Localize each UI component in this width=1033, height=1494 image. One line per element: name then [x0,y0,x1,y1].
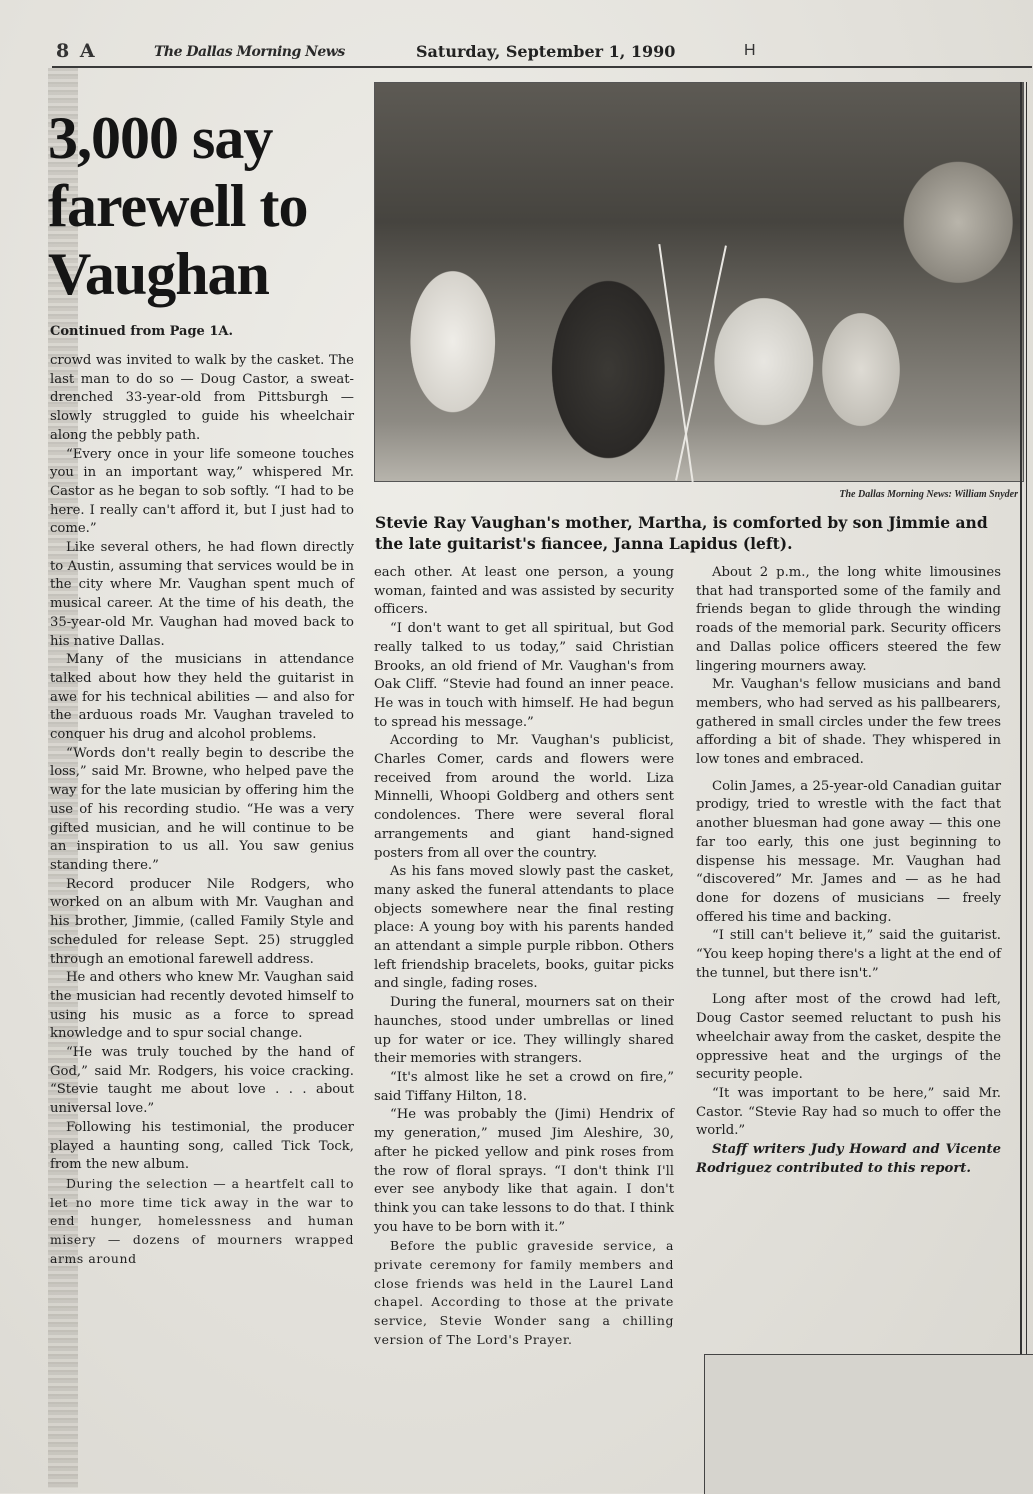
paragraph: Many of the musicians in attendance talked about how they held the guitarist in awe for his technical abilities — and also for the arduous roads Mr. Vaughan traveled to conquer his drug and alcohol problems. [50,652,354,743]
photo-caption: Stevie Ray Vaughan's mother, Martha, is comforted by son Jimmie and the late guitarist's fiancee, Janna Lapidus (left). [375,513,988,553]
paper-name: The Dallas Morning News [154,44,345,60]
contributor-note: Staff writers Judy Howard and Vicente Rodriguez contributed to this report. [696,1142,1001,1176]
paragraph: Colin James, a 25-year-old Canadian guitar prodigy, tried to wrestle with the fact that another bluesman had gone away — this one far too early, this one just beginning to dispense his message. Mr. Vaughan had “discovered” Mr. James and — as he had done for dozens of musicians — freely offered his time and backing. [696,778,1001,925]
column-rule [1020,82,1022,1354]
paragraph: “Every once in your life someone touches you in an important way,” whispered Mr. Castor as he began to sob softly. “I had to be here. I really can't afford it, but I just had to come.” [50,446,354,537]
paragraph: each other. At least one person, a young woman, fainted and was assisted by security officers. [374,565,674,618]
paragraph: Like several others, he had flown directly to Austin, assuming that services would be in the city where Mr. Vaughan spent much of musical career. At the time of his death, the 35-year-old Mr. Vaughan had moved back to his native Dallas. [50,540,354,649]
photo-detail [658,244,693,482]
paragraph: Following his testimonial, the producer played a haunting song, called Tick Tock, from the new album. [50,1119,354,1173]
masthead [52,36,1032,68]
paragraph: According to Mr. Vaughan's publicist, Charles Comer, cards and flowers were received from around the world. Liza Minnelli, Whoopi Goldberg and others sent condolences. There were several floral arrangements and giant hand-signed posters from all over the country. [374,733,674,861]
paragraph: “It was important to be here,” said Mr. Castor. “Stevie Ray had so much to offer the world.” [696,1085,1001,1139]
photo-credit: The Dallas Morning News: William Snyder [839,489,1018,500]
photo-detail [675,245,727,480]
funeral-photo [374,82,1024,482]
page-number: 8 A [56,40,97,62]
paragraph: He and others who knew Mr. Vaughan said the musician had recently devoted himself to using his music as a force to spread knowledge and to spur social change. [50,970,354,1042]
paragraph: Record producer Nile Rodgers, who worked on an album with Mr. Vaughan and his brother, Jimmie, (called Family Style and scheduled for release Sept. 25) struggled through an emotional farewell address. [50,876,354,967]
paragraph: During the funeral, mourners sat on their haunches, stood under umbrellas or lined up for water or ice. They willingly shared their memories with strangers. [374,995,674,1067]
edition-marker: H [744,42,756,59]
paragraph: crowd was invited to walk by the casket. The last man to do so — Doug Castor, a sweat-drenched 33-year-old from Pittsburgh — slowly struggled to guide his wheelchair along the pebbly path. [50,353,354,443]
adjacent-ad-bleedthrough [704,1354,1033,1494]
paragraph: Long after most of the crowd had left, Doug Castor seemed reluctant to push his wheelchair away from the casket, despite the oppressive heat and the urgings of the security people. [696,992,1001,1083]
article-column-3 [696,564,1001,1179]
paragraph: “He was probably the (Jimi) Hendrix of my generation,” mused Jim Aleshire, 30, after he picked yellow and pink roses from the row of floral sprays. “I don't think I'll ever see anybody like that again. I don't think you can take lessons to do that. I think you have to be born with it.” [374,1107,674,1235]
paragraph: During the selection — a heartfelt call to let no more time tick away in the war to end hunger, homelessness and human misery — dozens of mourners wrapped arms around [50,1175,354,1266]
paragraph: “I don't want to get all spiritual, but God really talked to us today,” said Christian Brooks, an old friend of Mr. Vaughan's from Oak Cliff. “Stevie had found an inner peace. He was in touch with himself. He had begun to spread his message.” [374,621,674,730]
paragraph: About 2 p.m., the long white limousines that had transported some of the family and friends began to glide through the winding roads of the memorial park. Security officers and Dallas police officers steered the few lingering mourners away. [696,565,1001,674]
continued-from: Continued from Page 1A. [50,324,233,339]
article-column-1 [50,352,354,1268]
paragraph: Mr. Vaughan's fellow musicians and band members, who had served as his pallbearers, gathered in small circles under the few trees affording a bit of shade. They whispered in low tones and embraced. [696,677,1001,768]
ghost-text [745,1379,764,1415]
paragraph: “He was truly touched by the hand of God,” said Mr. Rodgers, his voice cracking. “Stevie taught me about love . . . about universal love.” [50,1045,354,1117]
paragraph: As his fans moved slowly past the casket, many asked the funeral attendants to place objects somewhere near the final resting place: A young boy with his parents handed an attendant a simple purple ribbon. Others left friendship bracelets, books, guitar picks and single, fading roses. [374,864,674,992]
publication-date: Saturday, September 1, 1990 [416,42,676,61]
column-rule [1026,82,1027,1354]
headline: 3,000 say farewell to Vaughan [48,105,308,307]
paragraph: “I still can't believe it,” said the guitarist. “You keep hoping there's a light at the end of the tunnel, but there isn't.” [696,928,1001,981]
paragraph: “Words don't really begin to describe the loss,” said Mr. Browne, who helped pave the way for the late musician by offering him the use of his recording studio. “He was a very gifted musician, and he will continue to be an inspiration to us all. You saw genius standing there.” [50,745,354,873]
paragraph: “It's almost like he set a crowd on fire,” said Tiffany Hilton, 18. [374,1069,674,1104]
article-column-2 [374,564,674,1350]
paragraph: Before the public graveside service, a private ceremony for family members and close friends was held in the Laurel Land chapel. According to those at the private service, Stevie Wonder sang a chilling version of The Lord's Prayer. [374,1238,674,1347]
